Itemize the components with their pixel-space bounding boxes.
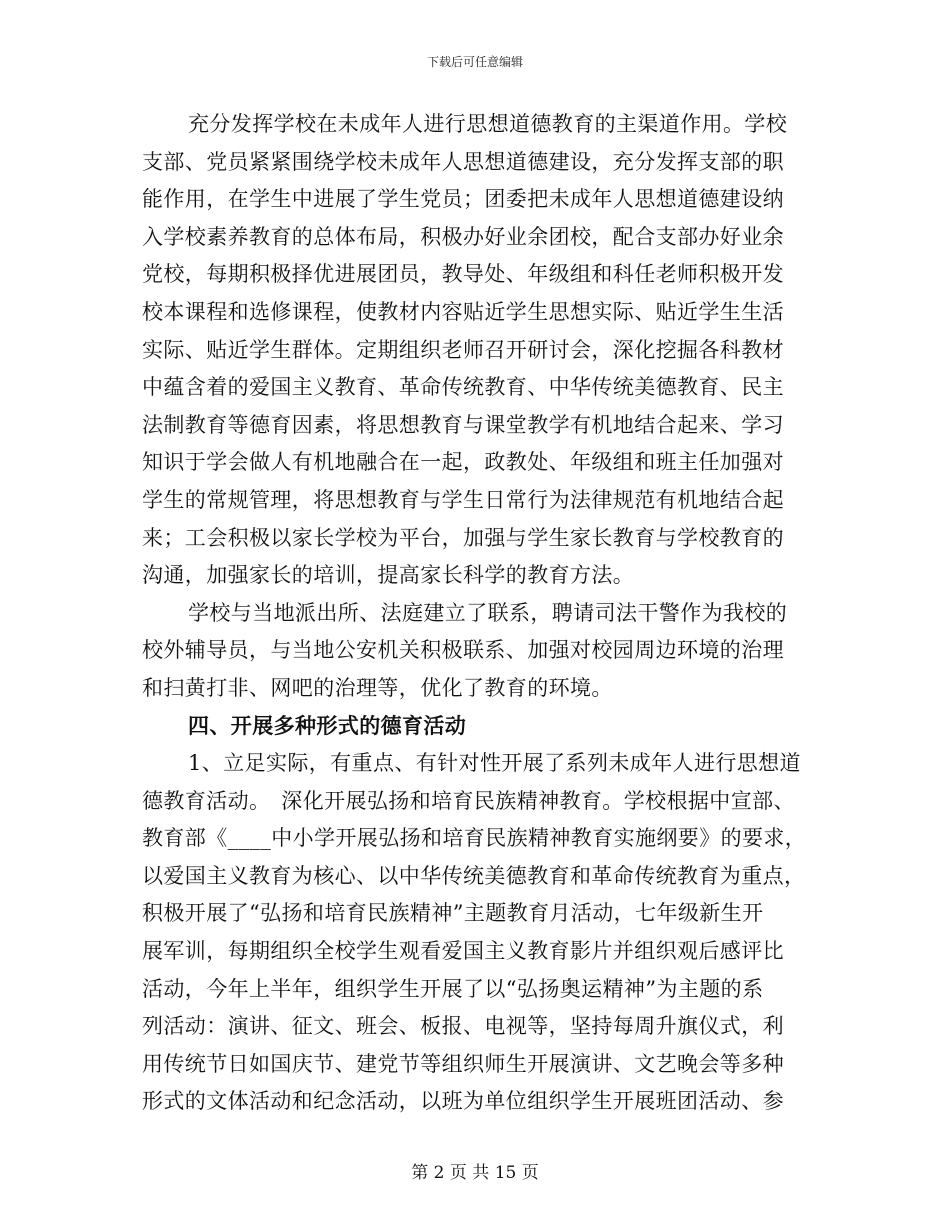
text-line: 学生的常规管理，将思想教育与学生日常行为法律规范有机地结合起 — [142, 487, 784, 512]
text-line: 以爱国主义教育为核心、以中华传统美德教育和革命传统教育为重点， — [142, 863, 806, 888]
text-line: 知识于学会做人有机地融合在一起，政教处、年级组和班主任加强对 — [142, 450, 784, 475]
text-line: 校本课程和选修课程，使教材内容贴近学生思想实际、贴近学生生活 — [142, 299, 784, 324]
section-heading: 四、开展多种形式的德育活动 — [188, 713, 467, 738]
page-footer: 第 2 页 共 15 页 — [411, 1163, 539, 1183]
text-line: 校外辅导员，与当地公安机关积极联系、加强对校园周边环境的治理 — [142, 638, 784, 663]
text-line: 用传统节日如国庆节、建党节等组织师生开展演讲、文艺晚会等多种 — [142, 1051, 784, 1076]
text-line: 法制教育等德育因素，将思想教育与课堂教学有机地结合起来、学习 — [142, 412, 784, 437]
text-line: 1、立足实际，有重点、有针对性开展了系列未成年人进行思想道 — [188, 751, 801, 776]
text-line: 积极开展了“弘扬和培育民族精神”主题教育月活动，七年级新生开 — [142, 901, 764, 926]
body-text — [142, 106, 806, 1121]
text-line: 来；工会积极以家长学校为平台，加强与学生家长教育与学校教育的 — [142, 525, 784, 550]
text-line: 沟通，加强家长的培训，提高家长科学的教育方法。 — [142, 563, 635, 588]
text-line: 形式的文体活动和纪念活动，以班为单位组织学生开展班团活动、参 — [142, 1089, 784, 1114]
text-line: 教育部《____中小学开展弘扬和培育民族精神教育实施纲要》的要求， — [142, 826, 807, 851]
text-line: 展军训，每期组织全校学生观看爱国主义教育影片并组织观后感评比 — [142, 939, 784, 964]
text-line: 和扫黄打非、网吧的治理等，优化了教育的环境。 — [142, 675, 613, 700]
page-header: 下载后可任意编辑 — [426, 55, 523, 69]
text-line: 入学校素养教育的总体布局，积极办好业余团校，配合支部办好业余 — [142, 224, 784, 249]
text-line: 学校与当地派出所、法庭建立了联系，聘请司法干警作为我校的 — [188, 600, 788, 625]
text-line: 党校，每期积极择优进展团员，教导处、年级组和科任老师积极开发 — [142, 262, 784, 287]
text-line: 列活动：演讲、征文、班会、板报、电视等，坚持每周升旗仪式，利 — [142, 1014, 784, 1039]
text-line: 能作用，在学生中进展了学生党员；团委把未成年人思想道德建设纳 — [142, 187, 784, 212]
text-line: 支部、党员紧紧围绕学校未成年人思想道德建设，充分发挥支部的职 — [142, 149, 784, 174]
text-line: 德教育活动。 深化开展弘扬和培育民族精神教育。学校根据中宣部、 — [142, 788, 795, 813]
text-line: 充分发挥学校在未成年人进行思想道德教育的主渠道作用。学校 — [188, 112, 788, 136]
text-line: 实际、贴近学生群体。定期组织老师召开研讨会，深化挖掘各科教材 — [142, 337, 784, 362]
text-line: 中蕴含着的爱国主义教育、革命传统教育、中华传统美德教育、民主 — [142, 375, 784, 400]
text-line: 活动，今年上半年，组织学生开展了以“弘扬奥运精神”为主题的系 — [142, 976, 764, 1001]
